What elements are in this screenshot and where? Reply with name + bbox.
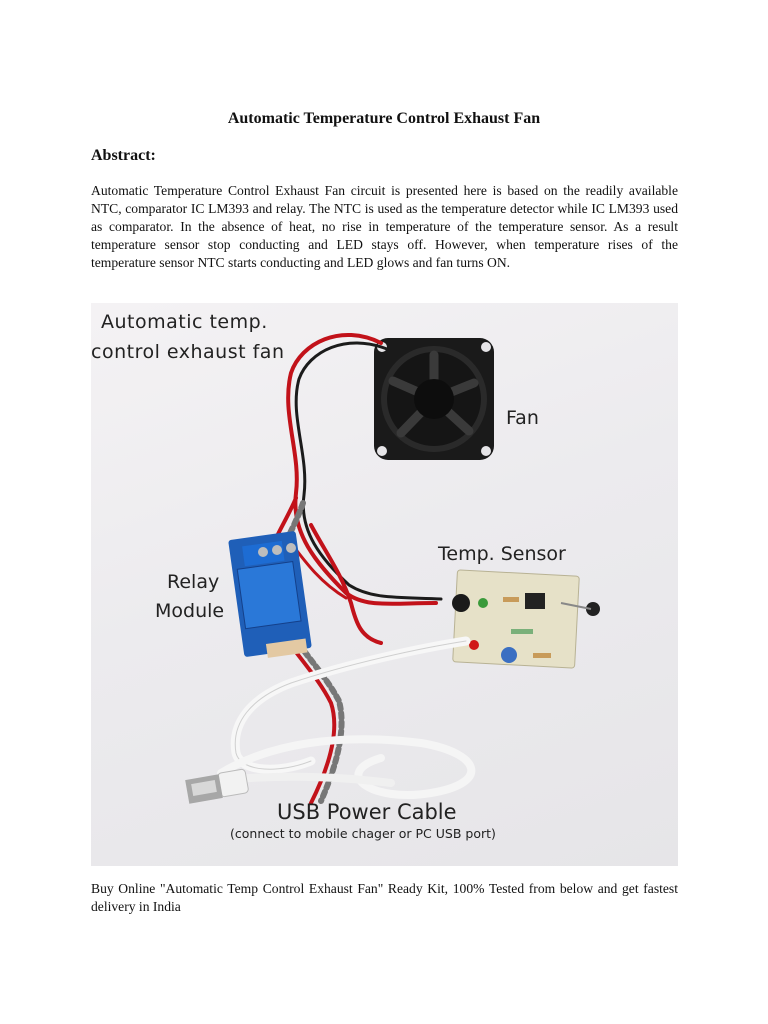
relay-module-image [228,531,312,658]
abstract-paragraph: Automatic Temperature Control Exhaust Fan circuit is presented here is based on the readily available NTC, comparator IC LM393 and relay. The NTC is used as the temperature detector while IC LM393 used as comparator. In the absence of heat, no rise in temperature of the temperature sensor. As a result temperature sensor stop conducting and LED stays off. However, when temperature rises of the temperature sensor NTC starts conducting and LED glows and fan turns ON. [91,183,678,270]
photo-label-usb-sub: (connect to mobile chager or PC USB port) [230,826,496,841]
document-title: Automatic Temperature Control Exhaust Fan [227,110,541,127]
photo-label-fan: Fan [506,407,539,429]
photo-label-title-line1: Automatic temp. [101,311,268,333]
photo-label-relay-line2: Module [155,600,225,622]
photo-label-title-line2: control exhaust fan [91,341,285,363]
circuit-photo [91,303,678,866]
photo-label-sensor: Temp. Sensor [438,543,566,565]
photo-label-relay-line1: Relay [167,571,220,593]
fan-image [374,338,494,460]
photo-label-usb: USB Power Cable [277,800,457,824]
usb-plug-image [185,769,249,804]
sensor-board-image [452,570,600,668]
abstract-heading: Abstract: [91,147,156,164]
buy-online-paragraph: Buy Online "Automatic Temp Control Exhaust Fan" Ready Kit, 100% Tested from below and get fastest delivery in India [91,881,678,914]
